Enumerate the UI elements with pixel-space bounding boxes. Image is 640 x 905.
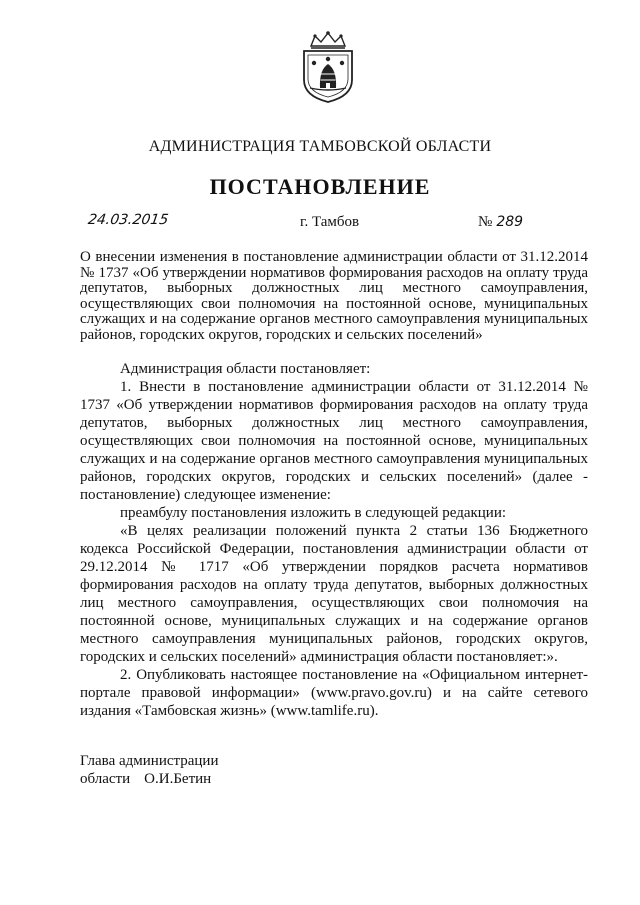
document-body xyxy=(80,360,588,720)
number-value: 289 xyxy=(496,214,524,230)
signatory-row xyxy=(80,770,218,788)
body-item-2: 2. Опубликовать настоящее постановление на «Официальном интернет-портале правовой информации» (www.pravo.gov.ru) и на сайте сетевого издания «Тамбовская жизнь» (www.tamlife.ru). xyxy=(80,667,588,719)
document-number xyxy=(478,214,523,231)
signatory-position-line2: области xyxy=(80,771,131,787)
document-date: 24.03.2015 xyxy=(86,212,170,228)
signatory-name: О.И.Бетин xyxy=(144,771,212,787)
organization-name: АДМИНИСТРАЦИЯ ТАМБОВСКОЙ ОБЛАСТИ xyxy=(148,138,492,155)
number-label: № xyxy=(478,214,493,230)
body-preamble-intro: преамбулу постановления изложить в следующей редакции: xyxy=(120,505,507,521)
document-city: г. Тамбов xyxy=(300,214,360,230)
body-preamble-text: «В целях реализации положений пункта 2 статьи 136 Бюджетного кодекса Российской Федерации, постановления администрации области от 29.12.2014 № 1717 «Об утверждении порядков расчета нормативов формирования расходов на оплату труда депутатов, выборных должностных лиц местного самоуправления, осуществляющих свои полномочия на постоянной основе, муниципальных служащих и на содержание органов местного самоуправления муниципальных районов, городских округов, городских и сельских поселений» администрация области постановляет:». xyxy=(80,523,588,665)
body-item-1: 1. Внести в постановление администрации области от 31.12.2014 № 1737 «Об утверждении нормативов формирования расходов на оплату труда депутатов, выборных должностных лиц местного самоуправления, осуществляющих свои полномочия на постоянной основе, муниципальных служащих и на содержание органов местного самоуправления муниципальных районов, городских округов, городских и сельских поселений» (далее - постановление) следующее изменение: xyxy=(80,379,588,503)
document-type-title: ПОСТАНОВЛЕНИЕ xyxy=(209,174,431,199)
document-subject: О внесении изменения в постановление администрации области от 31.12.2014 № 1737 «Об утверждении нормативов формирования расходов на оплату труда депутатов, выборных должностных лиц местного самоуправления, осуществляющих свои полномочия на постоянной основе, муниципальных служащих и на содержание органов местного самоуправления муниципальных районов, городских округов, городских и сельских поселений» xyxy=(80,249,588,343)
coat-of-arms-icon xyxy=(297,30,359,104)
body-intro: Администрация области постановляет: xyxy=(120,361,371,377)
signature-block xyxy=(80,752,218,788)
signatory-position: Глава администрации xyxy=(80,753,219,769)
